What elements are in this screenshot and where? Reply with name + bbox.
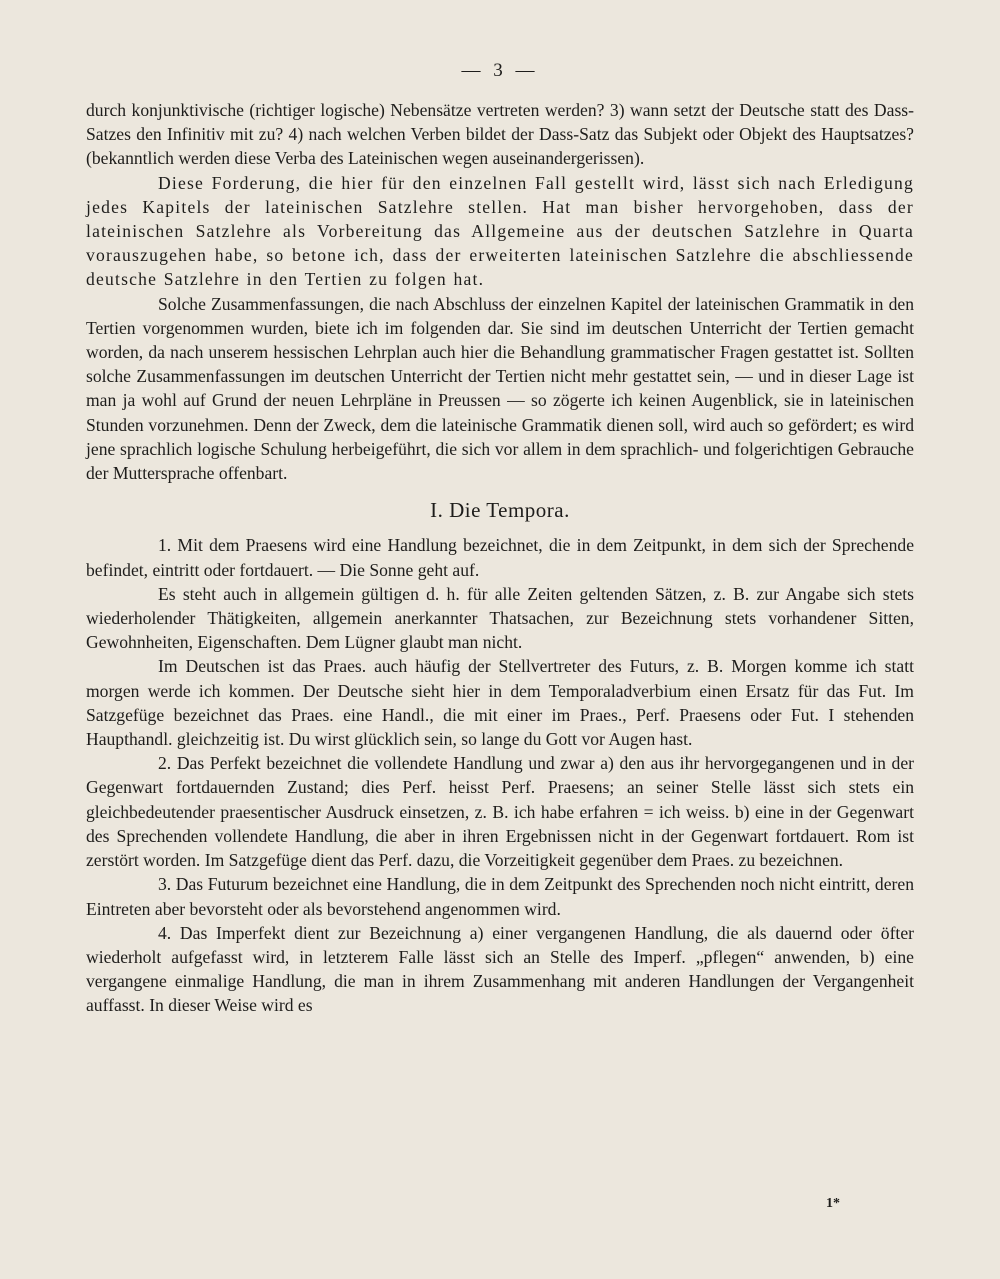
paragraph-forderung: Diese Forderung, die hier für den einzelnen Fall gestellt wird, lässt sich nach Erledigung jedes Kapitels der lateinischen Satzlehre stellen. Hat man bisher hervorgehoben, dass der lateinischen Satzlehre als Vorbereitung das Allgemeine aus der deutschen Satzlehre in Quarta vorauszugehen habe, so betone ich, dass der erweiterten lateinischen Satzlehre die abschliessende deutsche Satzlehre in den Tertien zu folgen hat. (86, 172, 914, 290)
paragraph-futurum: 3. Das Futurum bezeichnet eine Handlung, die in dem Zeitpunkt des Sprechenden noch nicht eintritt, deren Eintreten aber bevorsteht oder als bevorstehend angenommen wird. (86, 874, 914, 919)
section-heading: I. Die Tempora. (430, 498, 570, 523)
paragraph-praesens: 1. Mit dem Praesens wird eine Handlung bezeichnet, die in dem Zeitpunkt, in dem sich der Sprechende befindet, eintritt oder fortdauert. — Die Sonne geht auf. (86, 535, 914, 580)
page-number: — 3 — (461, 60, 539, 81)
paragraph-perfekt: 2. Das Perfekt bezeichnet die vollendete Handlung und zwar a) den aus ihr hervorgegangenen und in der Gegenwart fortdauernden Zustand; dies Perf. heisst Perf. Praesens; an seiner Stelle lässt sich stets ein gleichbedeutender praesentischer Ausdruck einsetzen, z. B. ich habe erfahren = ich weiss. b) eine in der Gegenwart des Sprechenden vollendete Handlung, die aber in ihren Ergebnissen nicht in der Gegenwart fortdauert. Rom ist zerstört worden. Im Satzgefüge dient das Perf. dazu, die Vorzeitigkeit gegenüber dem Praes. zu bezeichnen. (86, 753, 914, 871)
body-text (86, 98, 914, 1018)
paragraph-zusammenfassungen: Solche Zusammenfassungen, die nach Abschluss der einzelnen Kapitel der lateinischen Grammatik in den Tertien vorgenommen wurden, biete ich im folgenden dar. Sie sind im deutschen Unterricht der Tertien gemacht worden, da nach unserem hessischen Lehrplan auch hier die Behandlung grammatischer Fragen gestattet ist. Sollten solche Zusammenfassungen im deutschen Unterricht der Tertien nicht mehr gestattet sein, — und in dieser Lage ist man ja wohl auf Grund der neuen Lehrpläne in Preussen — so zögerte ich keinen Augenblick, sie in lateinischen Stunden vorzunehmen. Denn der Zweck, dem die lateinische Grammatik dienen soll, wird auch so gefördert; es wird jene sprachlich logische Schulung herbeigeführt, die sich vor allem in dem sprachlich- und folgerichtigen Gebrauche der Muttersprache offenbart. (86, 293, 914, 484)
paragraph-praesens-futur: Im Deutschen ist das Praes. auch häufig der Stellvertreter des Futurs, z. B. Morgen komme ich statt morgen werde ich kommen. Der Deutsche sieht hier in dem Temporaladverbium einen Ersatz für das Fut. Im Satzgefüge bezeichnet das Praes. eine Handl., die mit einer im Praes., Perf. Praesens oder Fut. I stehenden Haupthandl. gleichzeitig ist. Du wirst glücklich sein, so lange du Gott vor Augen hast. (86, 656, 914, 750)
paragraph-continuation: durch konjunktivische (richtiger logische) Nebensätze vertreten werden? 3) wann setzt der Deutsche statt des Dass-Satzes den Infinitiv mit zu? 4) nach welchen Verben bildet der Dass-Satz das Subjekt oder Objekt des Hauptsatzes? (bekanntlich werden diese Verba des Lateinischen wegen auseinandergerissen). (86, 100, 914, 169)
paragraph-imperfekt: 4. Das Imperfekt dient zur Bezeichnung a) einer vergangenen Handlung, die als dauernd oder öfter wiederholt aufgefasst wird, in letzterem Falle lässt sich an Stelle des Imperf. „pflegen“ anwenden, b) eine vergangene einmalige Handlung, die man in ihrem Zusammenhang mit anderen Handlungen der Vergangenheit auffasst. In dieser Weise wird es (86, 922, 914, 1016)
paragraph-praesens-allgemein: Es steht auch in allgemein gültigen d. h. für alle Zeiten geltenden Sätzen, z. B. zur Angabe sich stets wiederholender Thätigkeiten, allgemein anerkannter Thatsachen, zur Bezeichnung stets vorhandener Sitten, Gewohnheiten, Eigenschaften. Dem Lügner glaubt man nicht. (86, 583, 914, 653)
signature-mark: 1* (826, 1196, 840, 1211)
